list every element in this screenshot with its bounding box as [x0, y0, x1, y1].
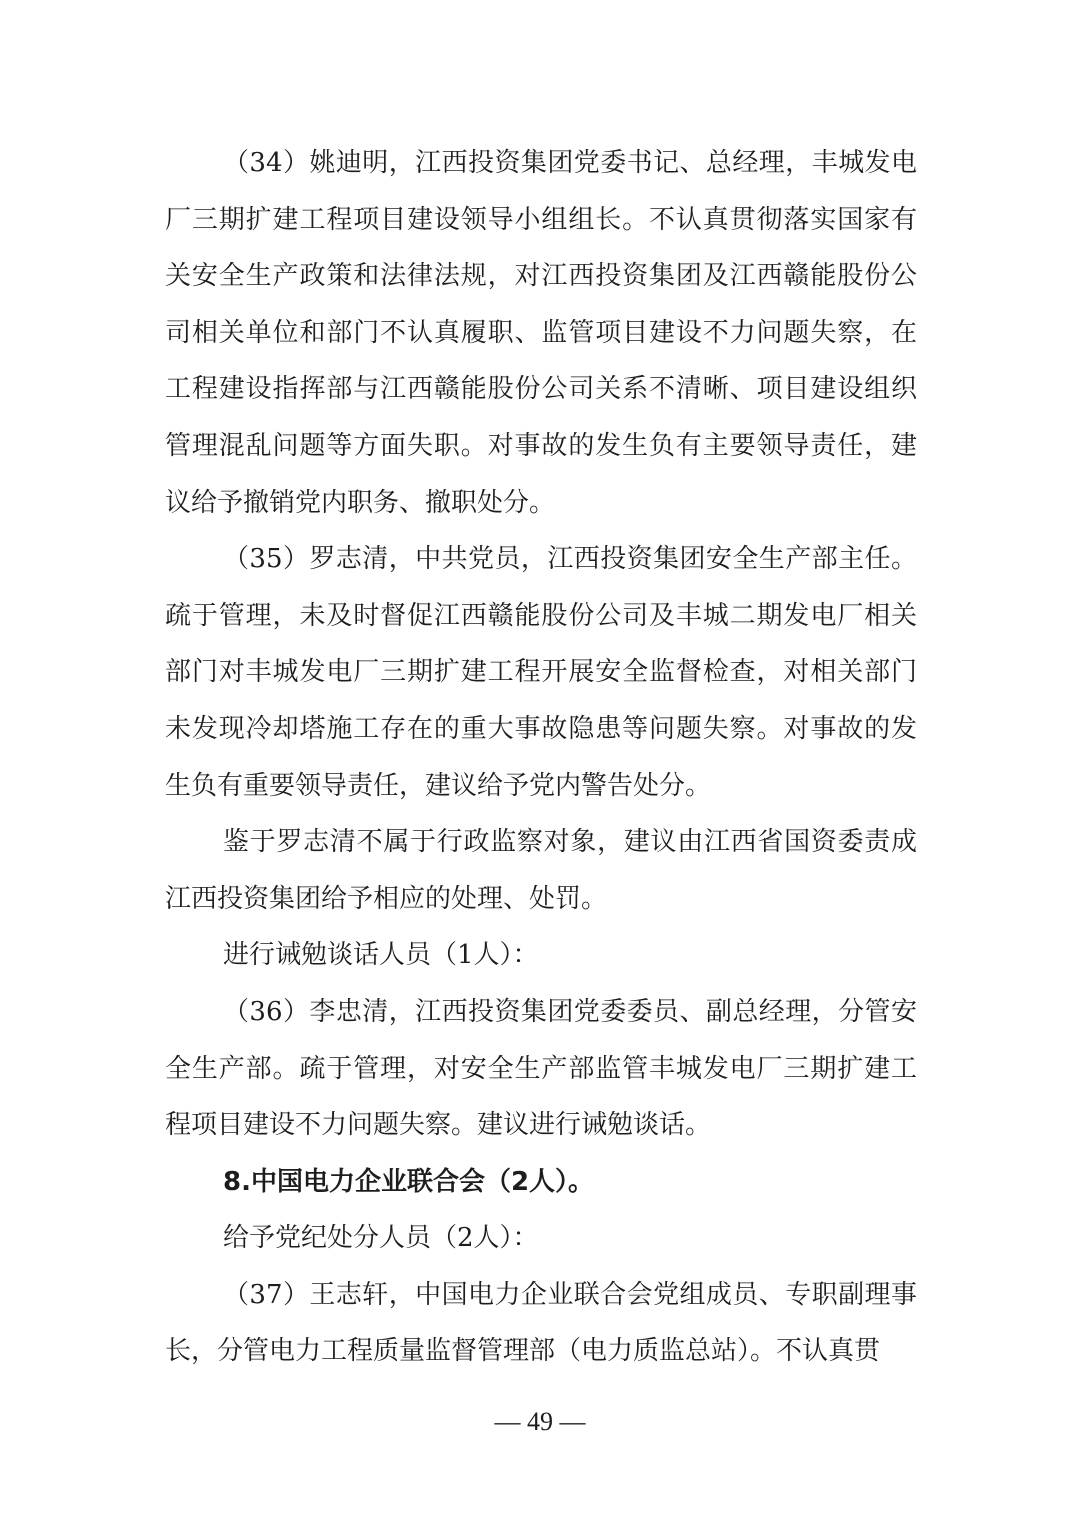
- subheading-discipline: 给予党纪处分人员（2人）：: [223, 1223, 539, 1254]
- paragraph-37: （37）王志轩，中国电力企业联合会党组成员、专职副理事长，分管电力工程质量监督管理部（电力质监总站）。不认真贯: [165, 1279, 917, 1367]
- subheading-admonition: 进行诫勉谈话人员（1人）：: [223, 940, 539, 971]
- paragraph-36: （36）李忠清，江西投资集团党委委员、副总经理，分管安全生产部。疏于管理，对安全生产部监管丰城发电厂三期扩建工程项目建设不力问题失察。建议进行诫勉谈话。: [165, 996, 917, 1141]
- paragraph-note: 鉴于罗志清不属于行政监察对象，建议由江西省国资委责成江西投资集团给予相应的处理、处罚。: [165, 827, 917, 914]
- document-body: [165, 135, 917, 1380]
- paragraph-35: （35）罗志清，中共党员，江西投资集团安全生产部主任。疏于管理，未及时督促江西赣能股份公司及丰城二期发电厂相关部门对丰城发电厂三期扩建工程开展安全监督检查，对相关部门未发现冷却塔施工存在的重大事故隐患等问题失察。对事故的发生负有重要领导责任，建议给予党内警告处分。: [165, 544, 917, 801]
- section-heading: 8.中国电力企业联合会（2人）。: [223, 1166, 595, 1197]
- paragraph-34: （34）姚迪明，江西投资集团党委书记、总经理，丰城发电厂三期扩建工程项目建设领导小组组长。不认真贯彻落实国家有关安全生产政策和法律法规，对江西投资集团及江西赣能股份公司相关单位和部门不认真履职、监管项目建设不力问题失察，在工程建设指挥部与江西赣能股份公司关系不清晰、项目建设组织管理混乱问题等方面失职。对事故的发生负有主要领导责任，建议给予撤销党内职务、撤职处分。: [165, 148, 917, 518]
- page-number: — 49 —: [494, 1407, 586, 1436]
